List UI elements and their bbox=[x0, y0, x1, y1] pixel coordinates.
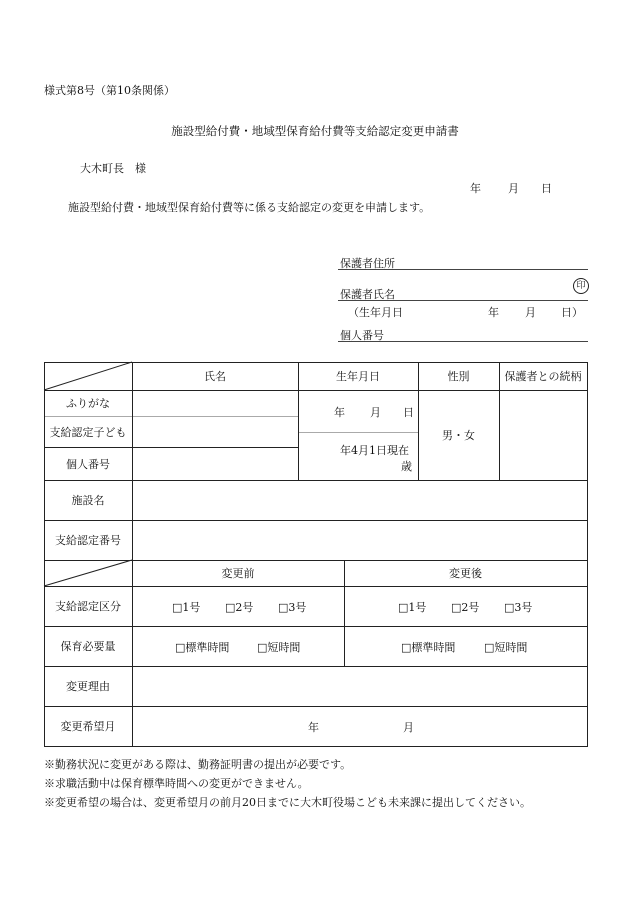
guardian-birth-year: 年 bbox=[488, 306, 499, 319]
child-name-input[interactable] bbox=[133, 417, 297, 446]
before-amount-standard[interactable]: □標準時間 bbox=[175, 641, 230, 654]
header-gender: 性別 bbox=[447, 370, 470, 383]
age-unit[interactable]: 歳 bbox=[401, 460, 412, 473]
row-label-facility: 施設名 bbox=[71, 494, 105, 507]
guardian-birth-month: 月 bbox=[525, 306, 536, 319]
cert-number-input[interactable] bbox=[133, 521, 586, 559]
gender-value[interactable]: 男・女 bbox=[442, 429, 475, 442]
guardian-personal-number-label: 個人番号 bbox=[340, 329, 384, 342]
after-category-2[interactable]: □2号 bbox=[451, 601, 480, 614]
addressee: 大木町長 様 bbox=[80, 162, 146, 175]
guardian-address-label: 保護者住所 bbox=[340, 257, 395, 270]
date-year[interactable]: 年 bbox=[470, 182, 481, 195]
after-amount-short[interactable]: □短時間 bbox=[484, 641, 528, 654]
desired-month[interactable]: 月 bbox=[403, 721, 414, 734]
row-label-desired-month: 変更希望月 bbox=[60, 720, 116, 733]
child-birth-day[interactable]: 日 bbox=[403, 406, 414, 419]
row-label-furigana: ふりがな bbox=[66, 397, 110, 410]
guardian-birth-day: 日） bbox=[561, 306, 583, 319]
child-personal-number-input[interactable] bbox=[133, 448, 297, 479]
row-label-childcare-amount: 保育必要量 bbox=[60, 640, 116, 653]
header-relation: 保護者との続柄 bbox=[504, 370, 582, 383]
form-title: 施設型給付費・地域型保育給付費等支給認定変更申請書 bbox=[171, 124, 459, 138]
note-2: ※求職活動中は保育標準時間への変更ができません。 bbox=[44, 777, 309, 790]
note-1: ※勤務状況に変更がある際は、勤務証明書の提出が必要です。 bbox=[44, 758, 352, 771]
child-birth-month[interactable]: 月 bbox=[370, 406, 381, 419]
row-label-child: 支給認定子ども bbox=[49, 425, 127, 439]
guardian-birth-label: （生年月日 bbox=[348, 306, 403, 319]
before-header: 変更前 bbox=[221, 567, 255, 580]
before-category-1[interactable]: □1号 bbox=[172, 601, 201, 614]
row-label-cert-number: 支給認定番号 bbox=[55, 534, 121, 547]
before-category-2[interactable]: □2号 bbox=[225, 601, 254, 614]
desired-year[interactable]: 年 bbox=[308, 721, 319, 734]
furigana-input[interactable] bbox=[133, 391, 297, 415]
reason-input[interactable] bbox=[133, 667, 586, 705]
form-number: 様式第8号（第10条関係） bbox=[44, 84, 175, 97]
row-label-cert-category: 支給認定区分 bbox=[55, 600, 121, 613]
before-amount-short[interactable]: □短時間 bbox=[257, 641, 301, 654]
row-label-personal-number: 個人番号 bbox=[66, 457, 110, 471]
intro-text: 施設型給付費・地域型保育給付費等に係る支給認定の変更を申請します。 bbox=[68, 201, 431, 214]
before-category-3[interactable]: □3号 bbox=[278, 601, 307, 614]
date-day[interactable]: 日 bbox=[541, 182, 552, 195]
header-name: 氏名 bbox=[204, 370, 226, 383]
after-category-3[interactable]: □3号 bbox=[504, 601, 533, 614]
guardian-name-label: 保護者氏名 bbox=[340, 288, 395, 301]
date-month[interactable]: 月 bbox=[508, 182, 519, 195]
after-category-1[interactable]: □1号 bbox=[398, 601, 427, 614]
row-label-reason: 変更理由 bbox=[66, 680, 110, 693]
seal-mark: 印 bbox=[573, 278, 589, 294]
child-birth-year[interactable]: 年 bbox=[334, 406, 345, 419]
relation-input[interactable] bbox=[500, 391, 586, 479]
header-birthdate: 生年月日 bbox=[336, 370, 380, 383]
facility-input[interactable] bbox=[133, 481, 586, 519]
note-3: ※変更希望の場合は、変更希望月の前月20日までに大木町役場こども未来課に提出してください。 bbox=[44, 796, 531, 809]
after-amount-standard[interactable]: □標準時間 bbox=[401, 641, 456, 654]
as-of-date: 年4月1日現在 bbox=[340, 444, 409, 457]
after-header: 変更後 bbox=[449, 567, 482, 580]
